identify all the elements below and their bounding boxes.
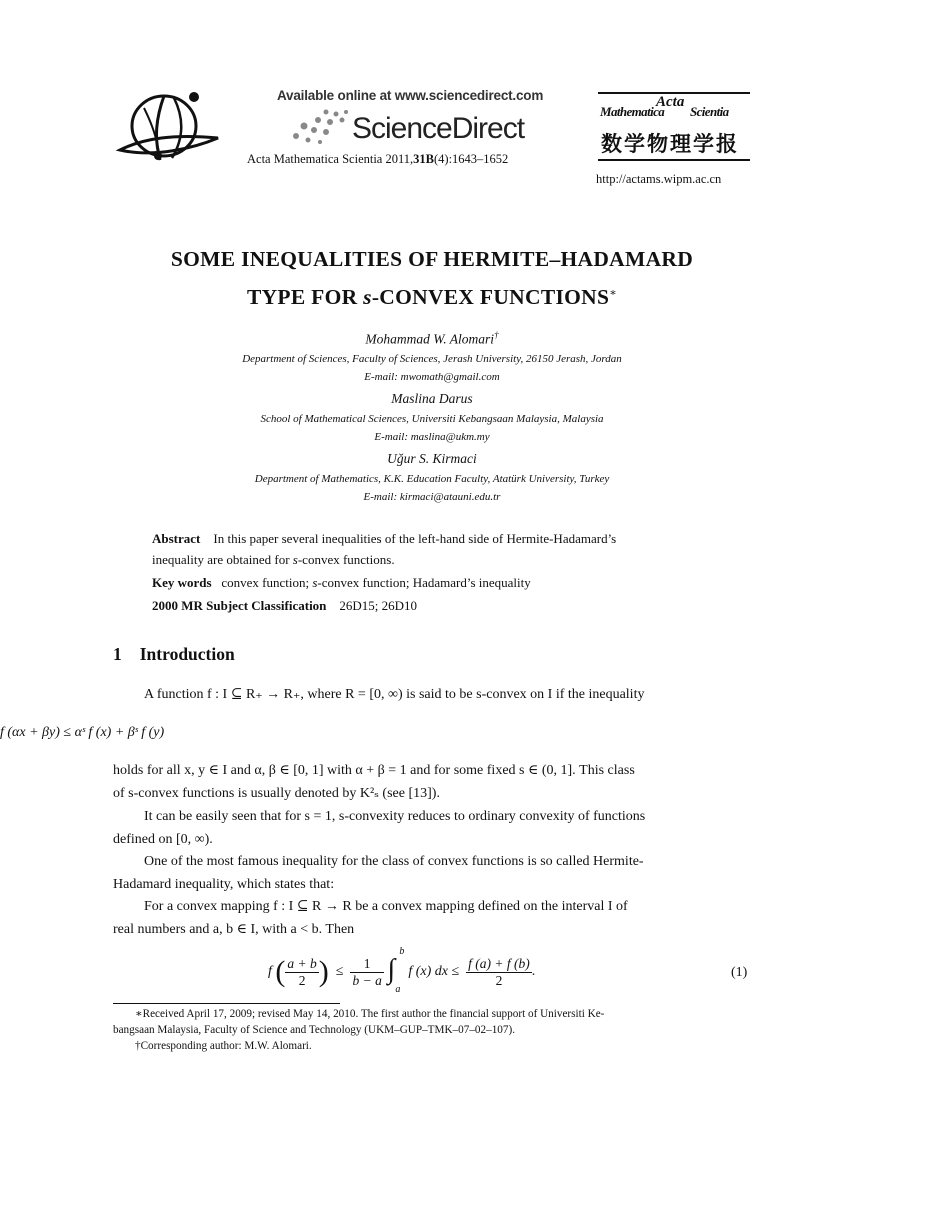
- author-3-name: Uğur S. Kirmaci: [387, 450, 477, 466]
- body-p1: A function f : I ⊆ R₊ → R₊, where R = [0, ∞) is said to be s-convex on I if the inequality: [144, 687, 645, 702]
- body-p3: [113, 806, 753, 851]
- body-p2: [113, 760, 753, 805]
- body-p4-line-1: One of the most famous inequality for the class of convex functions is so called Hermite-: [144, 854, 644, 869]
- body-p3-line-2: defined on [0, ∞).: [113, 831, 213, 847]
- body-p3-line-1: It can be easily seen that for s = 1, s-convexity reduces to ordinary convexity of functions: [144, 809, 646, 824]
- body-p4: [113, 851, 753, 896]
- author-2-email: E-mail: maslina@ukm.my: [374, 430, 490, 443]
- ams-logo-chinese: 数学物理学报: [601, 132, 739, 156]
- sd-dots-icon: [290, 108, 352, 146]
- author-3-affil: Department of Mathematics, K.K. Education Faculty, Atatürk University, Turkey: [254, 472, 610, 485]
- authors-block: [0, 325, 864, 506]
- keywords: Key words convex function; s-convex function; Hadamard’s inequality: [152, 575, 531, 590]
- title-line-1: SOME INEQUALITIES OF HERMITE–HADAMARD: [170, 247, 694, 271]
- journal-citation: Acta Mathematica Scientia 2011,31B(4):1643–1652: [247, 152, 509, 166]
- body-p5-line-1: For a convex mapping f : I ⊆ R → R be a convex mapping defined on the interval I of: [144, 899, 628, 914]
- ams-logo-top: Acta: [656, 94, 685, 110]
- body-p2-line-1: holds for all x, y ∈ I and α, β ∈ [0, 1] with α + β = 1 and for some fixed s ∈ (0, 1]. This class: [113, 763, 635, 778]
- body-p4-line-2: Hadamard inequality, which states that:: [113, 876, 335, 892]
- ams-logo-left: Mathematica: [600, 104, 665, 119]
- equation-s-convex: f (αx + βy) ≤ αˢ f (x) + βˢ f (y): [0, 725, 165, 740]
- abstract-line-1: Abstract In this paper several inequalities of the left-hand side of Hermite-Hadamard’s: [152, 531, 617, 546]
- author-1-email: E-mail: mwomath@gmail.com: [364, 370, 500, 383]
- paper-title: [0, 242, 864, 314]
- footnotes: [113, 1006, 753, 1054]
- msc-classification: 2000 MR Subject Classification 26D15; 26D10: [152, 598, 418, 613]
- title-line-2: TYPE FOR s-CONVEX FUNCTIONS∗: [246, 285, 618, 310]
- author-2-name: Maslina Darus: [391, 390, 473, 406]
- body-p5: [113, 896, 753, 941]
- abstract-block: [152, 528, 752, 616]
- author-2-affil: School of Mathematical Sciences, Universiti Kebangsaan Malaysia, Malaysia: [260, 412, 604, 425]
- abstract-line-2: inequality are obtained for s-convex functions.: [152, 552, 395, 567]
- sd-brand: ScienceDirect: [352, 112, 525, 145]
- equation-number: (1): [731, 965, 748, 980]
- ams-logo-right: Scientia: [690, 104, 729, 119]
- section-heading: 1 Introduction: [113, 644, 235, 664]
- footnote-2: †Corresponding author: M.W. Alomari.: [135, 1040, 312, 1052]
- ams-rule-bottom: [598, 159, 750, 161]
- author-1-affil: Department of Sciences, Faculty of Sciences, Jerash University, 26150 Jerash, Jordan: [242, 352, 622, 365]
- journal-url[interactable]: http://actams.wipm.ac.cn: [596, 172, 722, 186]
- footnote-1-line-1: ∗Received April 17, 2009; revised May 14, 2010. The first author the financial support of Universiti Ke-: [135, 1008, 605, 1020]
- equation-hermite-hadamard: f ( $\frac{a + b}{2}$ ) ≤ $\frac{1}{b - a}$ ∫ b a f (x) dx ≤ $\frac{f (a) + f (b)}{2}$ .: [268, 946, 536, 995]
- footnote-rule: [113, 1003, 340, 1004]
- elsevier-logo: [114, 88, 224, 170]
- body-p5-line-2: real numbers and a, b ∈ I, with a < b. Then: [113, 921, 355, 937]
- ams-logo: [598, 92, 750, 162]
- footnote-1-line-2: bangsaan Malaysia, Faculty of Science and Technology (UKM–GUP–TMK–07–02–107).: [113, 1024, 515, 1036]
- author-3-email: E-mail: kirmaci@atauni.edu.tr: [363, 490, 501, 503]
- author-1-name: Mohammad W. Alomari†: [365, 330, 499, 347]
- sd-available-text: Available online at www.sciencedirect.com: [277, 88, 544, 103]
- body-p2-line-2: of s-convex functions is usually denoted by K²ₛ (see [13]).: [113, 785, 440, 801]
